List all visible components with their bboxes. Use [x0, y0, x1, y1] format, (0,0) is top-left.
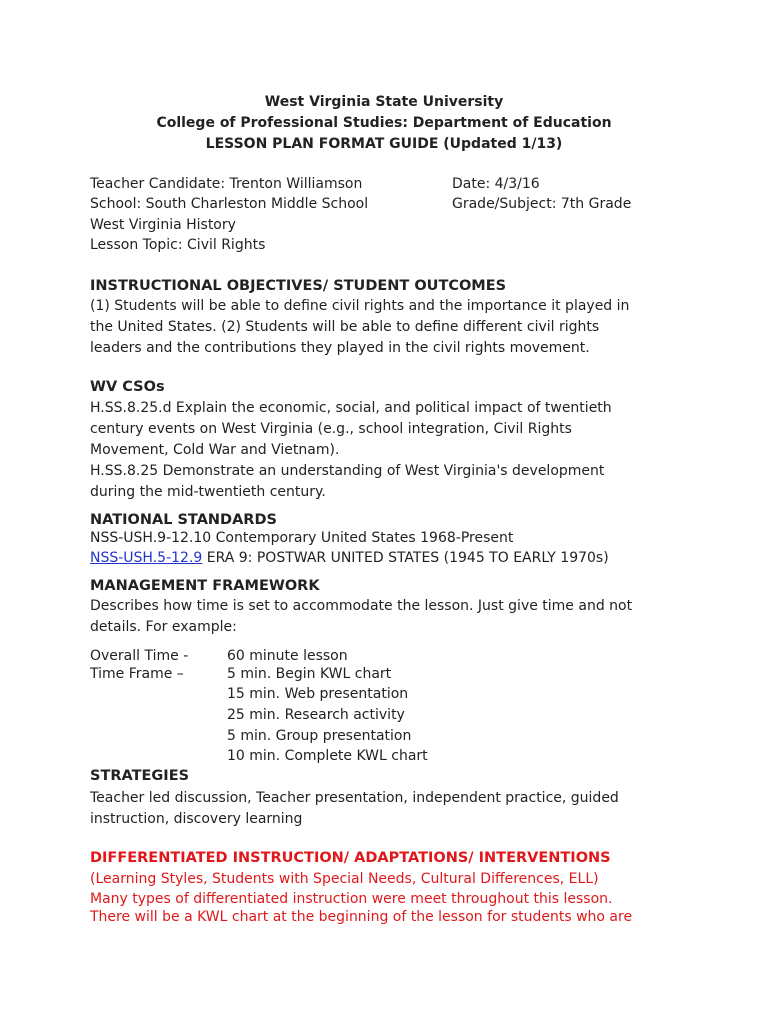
- management-line: Describes how time is set to accommodate the lesson. Just give time and not: [90, 598, 633, 614]
- standard-line: NSS-USH.9-12.10 Contemporary United States 1968-Present: [90, 530, 514, 546]
- teacher-candidate: Teacher Candidate: Trenton Williamson: [90, 176, 363, 192]
- differentiated-heading: DIFFERENTIATED INSTRUCTION/ ADAPTATIONS/ INTERVENTIONS: [90, 850, 611, 866]
- strategies-heading: STRATEGIES: [90, 768, 190, 784]
- strategies-line: instruction, discovery learning: [90, 811, 303, 827]
- standard-line-2: [90, 548, 609, 568]
- objectives-heading: INSTRUCTIONAL OBJECTIVES/ STUDENT OUTCOMES: [90, 278, 507, 294]
- grade-subject: Grade/Subject: 7th Grade: [452, 196, 632, 212]
- csos-line: Movement, Cold War and Vietnam).: [90, 442, 340, 458]
- school-name: School: South Charleston Middle School: [90, 196, 369, 212]
- subject-continuation: West Virginia History: [90, 217, 236, 233]
- differentiated-line: There will be a KWL chart at the beginning of the lesson for students who are: [90, 909, 633, 925]
- csos-line: H.SS.8.25.d Explain the economic, social, and political impact of twentieth: [90, 400, 612, 416]
- time-frame-item: 5 min. Begin KWL chart: [227, 666, 392, 682]
- time-frame-item: 5 min. Group presentation: [227, 728, 412, 744]
- csos-line: during the mid-twentieth century.: [90, 484, 326, 500]
- objectives-line: (1) Students will be able to define civil rights and the importance it played in: [90, 298, 630, 314]
- time-frame-label: Time Frame –: [90, 666, 184, 682]
- guide-title: LESSON PLAN FORMAT GUIDE (Updated 1/13): [205, 136, 563, 152]
- time-frame-item: 25 min. Research activity: [227, 707, 405, 723]
- csos-heading: WV CSOs: [90, 379, 165, 395]
- strategies-line: Teacher led discussion, Teacher presentation, independent practice, guided: [90, 790, 619, 806]
- time-frame-item: 10 min. Complete KWL chart: [227, 748, 428, 764]
- lesson-topic: Lesson Topic: Civil Rights: [90, 237, 266, 253]
- standard-link[interactable]: NSS-USH.5-12.9: [90, 550, 203, 566]
- standards-heading: NATIONAL STANDARDS: [90, 512, 277, 528]
- differentiated-line: Many types of differentiated instruction were meet throughout this lesson.: [90, 891, 613, 907]
- time-frame-item: 15 min. Web presentation: [227, 686, 409, 702]
- objectives-line: the United States. (2) Students will be able to define different civil rights: [90, 319, 600, 335]
- overall-time-value: 60 minute lesson: [227, 648, 348, 664]
- lesson-date: Date: 4/3/16: [452, 176, 540, 192]
- objectives-line: leaders and the contributions they played in the civil rights movement.: [90, 340, 590, 356]
- csos-line: H.SS.8.25 Demonstrate an understanding of West Virginia's development: [90, 463, 605, 479]
- university-title: West Virginia State University: [264, 94, 504, 110]
- standard-era-text: ERA 9: POSTWAR UNITED STATES (1945 TO EARLY 1970s): [202, 550, 609, 566]
- differentiated-line: (Learning Styles, Students with Special Needs, Cultural Differences, ELL): [90, 871, 599, 887]
- management-heading: MANAGEMENT FRAMEWORK: [90, 578, 320, 594]
- overall-time-label: Overall Time -: [90, 648, 189, 664]
- csos-line: century events on West Virginia (e.g., school integration, Civil Rights: [90, 421, 572, 437]
- management-line: details. For example:: [90, 619, 237, 635]
- college-title: College of Professional Studies: Department of Education: [156, 115, 612, 131]
